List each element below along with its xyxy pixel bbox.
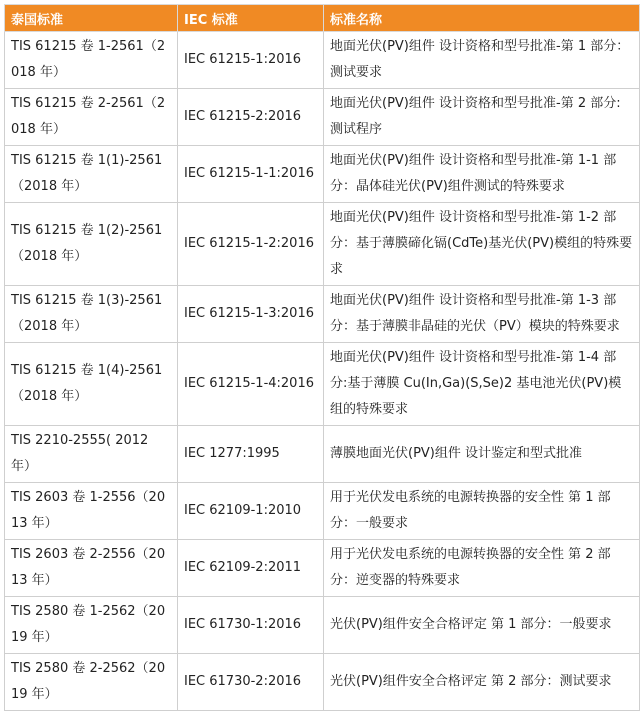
- header-iec-standard: IEC 标准: [178, 5, 324, 32]
- iec-standard-cell: IEC 61730-1:2016: [178, 597, 324, 654]
- standard-name-cell: 地面光伏(PV)组件 设计资格和型号批准-第 1-1 部分：晶体硅光伏(PV)组件测试的特殊要求: [324, 146, 640, 203]
- standard-name-cell: 地面光伏(PV)组件 设计资格和型号批准-第 1-2 部分：基于薄膜碲化镉(CdTe)基光伏(PV)模组的特殊要求: [324, 203, 640, 286]
- standard-name-cell: 地面光伏(PV)组件 设计资格和型号批准-第 1-4 部分:基于薄膜 Cu(In,Ga)(S,Se)2 基电池光伏(PV)模组的特殊要求: [324, 343, 640, 426]
- standard-name-cell: 地面光伏(PV)组件 设计资格和型号批准-第 1-3 部分：基于薄膜非晶硅的光伏（PV）模块的特殊要求: [324, 286, 640, 343]
- thai-standard-cell: TIS 2603 卷 2-2556（2013 年）: [5, 540, 178, 597]
- table-row: [5, 32, 640, 89]
- thai-standard-cell: TIS 2210-2555( 2012 年）: [5, 426, 178, 483]
- thai-standard-cell: TIS 61215 卷 1-2561（2018 年）: [5, 32, 178, 89]
- thai-standard-cell: TIS 61215 卷 1(2)-2561（2018 年）: [5, 203, 178, 286]
- table-row: [5, 343, 640, 426]
- iec-standard-cell: IEC 61215-2:2016: [178, 89, 324, 146]
- table-row: [5, 426, 640, 483]
- header-standard-name: 标准名称: [324, 5, 640, 32]
- table-row: [5, 203, 640, 286]
- iec-standard-cell: IEC 62109-2:2011: [178, 540, 324, 597]
- thai-standard-cell: TIS 61215 卷 1(1)-2561（2018 年）: [5, 146, 178, 203]
- table-row: [5, 483, 640, 540]
- table-row: [5, 654, 640, 711]
- standard-name-cell: 光伏(PV)组件安全合格评定 第 1 部分：一般要求: [324, 597, 640, 654]
- iec-standard-cell: IEC 61215-1-1:2016: [178, 146, 324, 203]
- standard-name-cell: 地面光伏(PV)组件 设计资格和型号批准-第 1 部分：测试要求: [324, 32, 640, 89]
- table-body: [5, 32, 640, 711]
- thai-standard-cell: TIS 2580 卷 2-2562（2019 年）: [5, 654, 178, 711]
- iec-standard-cell: IEC 61215-1-4:2016: [178, 343, 324, 426]
- iec-standard-cell: IEC 61730-2:2016: [178, 654, 324, 711]
- standard-name-cell: 用于光伏发电系统的电源转换器的安全性 第 2 部分：逆变器的特殊要求: [324, 540, 640, 597]
- standard-name-cell: 薄膜地面光伏(PV)组件 设计鉴定和型式批准: [324, 426, 640, 483]
- standard-name-cell: 光伏(PV)组件安全合格评定 第 2 部分：测试要求: [324, 654, 640, 711]
- iec-standard-cell: IEC 1277:1995: [178, 426, 324, 483]
- iec-standard-cell: IEC 61215-1-3:2016: [178, 286, 324, 343]
- iec-standard-cell: IEC 61215-1-2:2016: [178, 203, 324, 286]
- table-row: [5, 286, 640, 343]
- standard-name-cell: 地面光伏(PV)组件 设计资格和型号批准-第 2 部分:测试程序: [324, 89, 640, 146]
- table-row: [5, 597, 640, 654]
- header-thai-standard: 泰国标准: [5, 5, 178, 32]
- table-header: [5, 5, 640, 32]
- iec-standard-cell: IEC 62109-1:2010: [178, 483, 324, 540]
- thai-standard-cell: TIS 2580 卷 1-2562（2019 年）: [5, 597, 178, 654]
- table-row: [5, 146, 640, 203]
- standard-name-cell: 用于光伏发电系统的电源转换器的安全性 第 1 部分：一般要求: [324, 483, 640, 540]
- thai-standard-cell: TIS 61215 卷 2-2561（2018 年）: [5, 89, 178, 146]
- table-row: [5, 89, 640, 146]
- standards-table: [4, 4, 640, 711]
- thai-standard-cell: TIS 61215 卷 1(3)-2561（2018 年）: [5, 286, 178, 343]
- thai-standard-cell: TIS 61215 卷 1(4)-2561（2018 年）: [5, 343, 178, 426]
- thai-standard-cell: TIS 2603 卷 1-2556（2013 年）: [5, 483, 178, 540]
- table-row: [5, 540, 640, 597]
- iec-standard-cell: IEC 61215-1:2016: [178, 32, 324, 89]
- header-row: [5, 5, 640, 32]
